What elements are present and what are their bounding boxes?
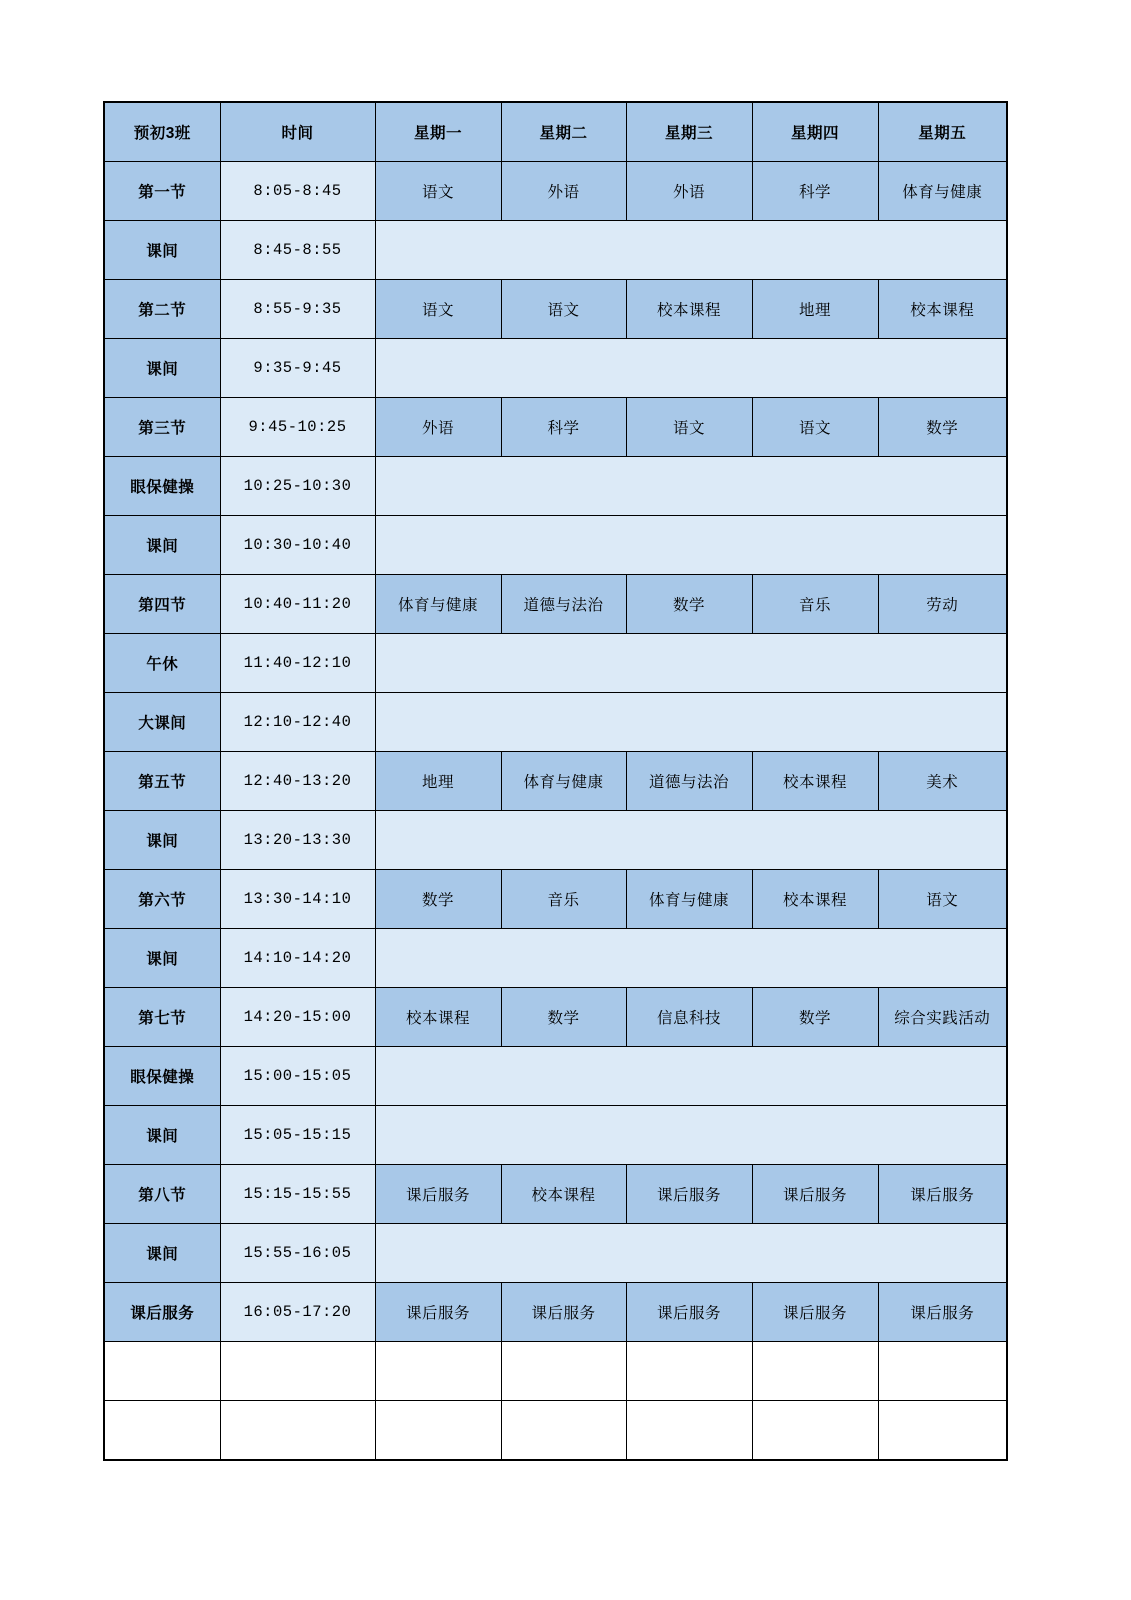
break-span-cell [375,221,1007,280]
subject-cell: 语文 [375,280,501,339]
break-span-cell [375,811,1007,870]
class-schedule-table [103,101,1008,1461]
subject-cell: 课后服务 [375,1165,501,1224]
header-weekday-4: 星期四 [752,102,878,162]
period-time: 8:45-8:55 [220,221,375,280]
subject-cell: 校本课程 [501,1165,626,1224]
period-time: 12:10-12:40 [220,693,375,752]
period-time [220,1401,375,1461]
header-weekday-2: 星期二 [501,102,626,162]
period-time [220,1342,375,1401]
period-label: 课间 [104,1106,220,1165]
header-weekday-1: 星期一 [375,102,501,162]
subject-cell: 劳动 [878,575,1007,634]
empty-cell [501,1342,626,1401]
header-weekday-3: 星期三 [626,102,752,162]
period-label: 课间 [104,516,220,575]
break-span-cell [375,693,1007,752]
empty-cell [375,1342,501,1401]
period-label: 课后服务 [104,1283,220,1342]
period-label: 第三节 [104,398,220,457]
subject-cell: 数学 [375,870,501,929]
period-label: 第二节 [104,280,220,339]
subject-cell: 道德与法治 [626,752,752,811]
break-span-cell [375,929,1007,988]
subject-cell: 课后服务 [752,1165,878,1224]
subject-cell: 道德与法治 [501,575,626,634]
period-label: 第四节 [104,575,220,634]
subject-cell: 美术 [878,752,1007,811]
period-time: 15:15-15:55 [220,1165,375,1224]
table-row [104,1047,1007,1106]
table-header-row [104,102,1007,162]
subject-cell: 校本课程 [752,752,878,811]
empty-cell [752,1401,878,1461]
table-row [104,634,1007,693]
period-time: 12:40-13:20 [220,752,375,811]
table-row [104,398,1007,457]
table-row [104,811,1007,870]
period-time: 14:10-14:20 [220,929,375,988]
table-row [104,339,1007,398]
break-span-cell [375,1047,1007,1106]
subject-cell: 校本课程 [375,988,501,1047]
table-row [104,1224,1007,1283]
subject-cell: 数学 [626,575,752,634]
period-label: 大课间 [104,693,220,752]
subject-cell: 语文 [626,398,752,457]
period-label: 课间 [104,339,220,398]
break-span-cell [375,634,1007,693]
empty-cell [501,1401,626,1461]
table-row [104,988,1007,1047]
period-time: 15:05-15:15 [220,1106,375,1165]
subject-cell: 科学 [501,398,626,457]
period-label [104,1342,220,1401]
break-span-cell [375,339,1007,398]
period-time: 15:00-15:05 [220,1047,375,1106]
break-span-cell [375,457,1007,516]
header-weekday-5: 星期五 [878,102,1007,162]
empty-cell [878,1401,1007,1461]
period-label: 第五节 [104,752,220,811]
subject-cell: 体育与健康 [626,870,752,929]
subject-cell: 综合实践活动 [878,988,1007,1047]
subject-cell: 校本课程 [878,280,1007,339]
period-label: 第六节 [104,870,220,929]
subject-cell: 课后服务 [501,1283,626,1342]
schedule-table-wrapper [103,101,1006,1461]
subject-cell: 音乐 [501,870,626,929]
period-time: 10:30-10:40 [220,516,375,575]
period-time: 15:55-16:05 [220,1224,375,1283]
table-row [104,870,1007,929]
period-time: 9:45-10:25 [220,398,375,457]
subject-cell: 课后服务 [878,1283,1007,1342]
period-label: 课间 [104,811,220,870]
empty-cell [375,1401,501,1461]
subject-cell: 外语 [626,162,752,221]
subject-cell: 课后服务 [752,1283,878,1342]
period-time: 13:30-14:10 [220,870,375,929]
table-row [104,752,1007,811]
subject-cell: 地理 [375,752,501,811]
subject-cell: 语文 [878,870,1007,929]
period-time: 13:20-13:30 [220,811,375,870]
subject-cell: 科学 [752,162,878,221]
period-label: 午休 [104,634,220,693]
table-row [104,457,1007,516]
subject-cell: 音乐 [752,575,878,634]
subject-cell: 课后服务 [626,1283,752,1342]
table-row [104,929,1007,988]
break-span-cell [375,1224,1007,1283]
table-row [104,1401,1007,1461]
subject-cell: 数学 [752,988,878,1047]
subject-cell: 信息科技 [626,988,752,1047]
subject-cell: 体育与健康 [501,752,626,811]
table-row [104,1165,1007,1224]
table-row [104,280,1007,339]
subject-cell: 语文 [501,280,626,339]
period-label: 第八节 [104,1165,220,1224]
period-time: 8:55-9:35 [220,280,375,339]
period-label: 课间 [104,221,220,280]
table-row [104,1283,1007,1342]
break-span-cell [375,516,1007,575]
header-time: 时间 [220,102,375,162]
subject-cell: 语文 [375,162,501,221]
period-time: 10:40-11:20 [220,575,375,634]
period-time: 16:05-17:20 [220,1283,375,1342]
period-label: 第一节 [104,162,220,221]
period-label: 第七节 [104,988,220,1047]
subject-cell: 课后服务 [626,1165,752,1224]
subject-cell: 地理 [752,280,878,339]
break-span-cell [375,1106,1007,1165]
subject-cell: 体育与健康 [878,162,1007,221]
period-time: 8:05-8:45 [220,162,375,221]
table-row [104,1342,1007,1401]
period-label: 课间 [104,1224,220,1283]
subject-cell: 外语 [501,162,626,221]
period-time: 11:40-12:10 [220,634,375,693]
period-time: 10:25-10:30 [220,457,375,516]
empty-cell [752,1342,878,1401]
subject-cell: 体育与健康 [375,575,501,634]
table-row [104,575,1007,634]
period-label: 课间 [104,929,220,988]
subject-cell: 数学 [878,398,1007,457]
empty-cell [626,1401,752,1461]
subject-cell: 语文 [752,398,878,457]
table-row [104,693,1007,752]
table-row [104,221,1007,280]
header-class-name: 预初3班 [104,102,220,162]
subject-cell: 校本课程 [626,280,752,339]
table-row [104,516,1007,575]
subject-cell: 数学 [501,988,626,1047]
period-label [104,1401,220,1461]
empty-cell [626,1342,752,1401]
period-label: 眼保健操 [104,1047,220,1106]
empty-cell [878,1342,1007,1401]
subject-cell: 校本课程 [752,870,878,929]
subject-cell: 外语 [375,398,501,457]
period-time: 9:35-9:45 [220,339,375,398]
table-row [104,1106,1007,1165]
period-time: 14:20-15:00 [220,988,375,1047]
period-label: 眼保健操 [104,457,220,516]
table-row [104,162,1007,221]
subject-cell: 课后服务 [375,1283,501,1342]
subject-cell: 课后服务 [878,1165,1007,1224]
